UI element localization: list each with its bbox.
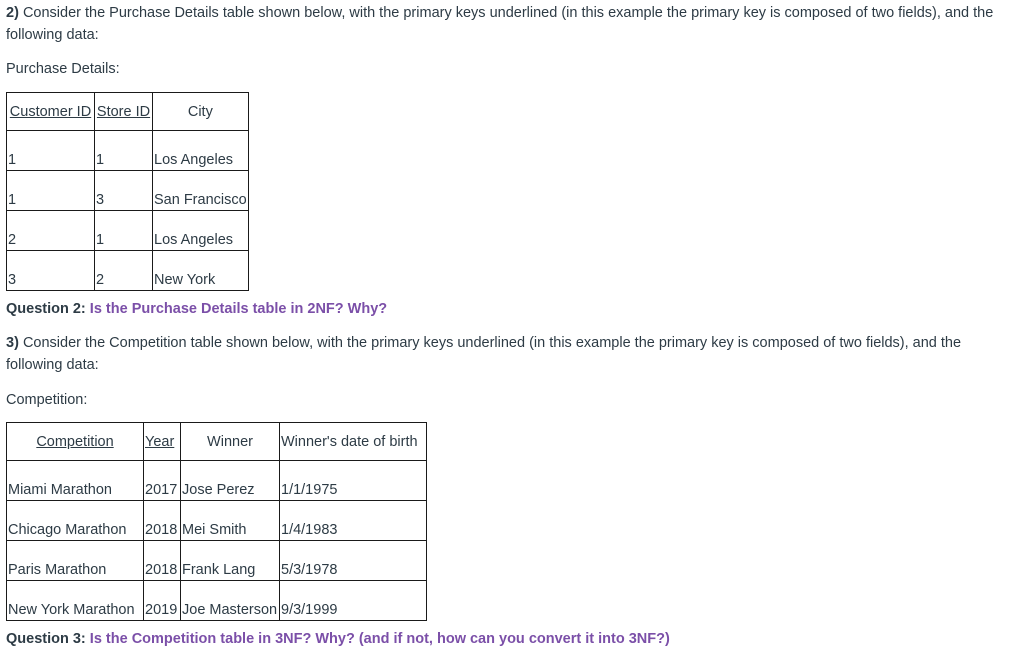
- table-cell: 1: [95, 131, 153, 171]
- table-cell: 2017: [144, 461, 181, 501]
- table-cell: Chicago Marathon: [7, 501, 144, 541]
- table-cell: 1: [95, 211, 153, 251]
- table-cell: 1/4/1983: [280, 501, 427, 541]
- column-header-competition: Competition: [7, 423, 144, 461]
- table-cell: 5/3/1978: [280, 541, 427, 581]
- table-row: [7, 541, 427, 581]
- question-2-text: Is the Purchase Details table in 2NF? Why?: [89, 301, 388, 317]
- table-row: [7, 131, 249, 171]
- column-header-store-id: Store ID: [95, 93, 153, 131]
- table-cell: Los Angeles: [153, 131, 249, 171]
- table-row: [7, 581, 427, 621]
- section2-intro-text: Consider the Purchase Details table shown below, with the primary keys underlined (in this example the primary key is composed of two fields), and the following data:: [6, 5, 994, 43]
- table-row: [7, 171, 249, 211]
- table-cell: 1: [7, 131, 95, 171]
- table-cell: 1/1/1975: [280, 461, 427, 501]
- table-cell: New York Marathon: [7, 581, 144, 621]
- column-header-city: City: [153, 93, 249, 131]
- table-cell: Paris Marathon: [7, 541, 144, 581]
- table-row: [7, 461, 427, 501]
- table-header-row: [7, 93, 249, 131]
- table-row: [7, 251, 249, 291]
- column-header-winner: Winner: [181, 423, 280, 461]
- question-3-text: Is the Competition table in 3NF? Why? (and if not, how can you convert it into 3NF?): [89, 631, 670, 647]
- column-header-winner-dob: Winner's date of birth: [280, 423, 427, 461]
- table-cell: Jose Perez: [181, 461, 280, 501]
- table-cell: Los Angeles: [153, 211, 249, 251]
- table-cell: 3: [7, 251, 95, 291]
- table-cell: Joe Masterson: [181, 581, 280, 621]
- table-row: [7, 211, 249, 251]
- table-cell: Mei Smith: [181, 501, 280, 541]
- column-header-year: Year: [144, 423, 181, 461]
- table-row: [7, 501, 427, 541]
- table-cell: Frank Lang: [181, 541, 280, 581]
- question-3-label: Question 3:: [6, 631, 86, 647]
- purchase-table-caption: Purchase Details:: [6, 61, 120, 77]
- column-header-customer-id: Customer ID: [7, 93, 95, 131]
- table-cell: 2: [95, 251, 153, 291]
- section2-number: 2): [6, 5, 19, 21]
- section3-number: 3): [6, 335, 19, 351]
- question-2: [6, 298, 1006, 320]
- table-cell: 3: [95, 171, 153, 211]
- table-cell: 2019: [144, 581, 181, 621]
- table-header-row: [7, 423, 427, 461]
- competition-table: [6, 422, 427, 621]
- section3-intro-text: Consider the Competition table shown below, with the primary keys underlined (in this example the primary key is composed of two fields), and the following data:: [6, 335, 962, 373]
- question-3: [6, 628, 1006, 650]
- table-cell: Miami Marathon: [7, 461, 144, 501]
- table-cell: 2018: [144, 541, 181, 581]
- purchase-details-table: [6, 92, 249, 291]
- table-cell: San Francisco: [153, 171, 249, 211]
- section3-intro: [6, 332, 1006, 376]
- table-cell: 1: [7, 171, 95, 211]
- table-cell: 2: [7, 211, 95, 251]
- question-2-label: Question 2:: [6, 301, 86, 317]
- table-cell: 2018: [144, 501, 181, 541]
- table-cell: 9/3/1999: [280, 581, 427, 621]
- table-cell: New York: [153, 251, 249, 291]
- section2-intro: [6, 2, 1006, 46]
- competition-table-caption: Competition:: [6, 392, 88, 408]
